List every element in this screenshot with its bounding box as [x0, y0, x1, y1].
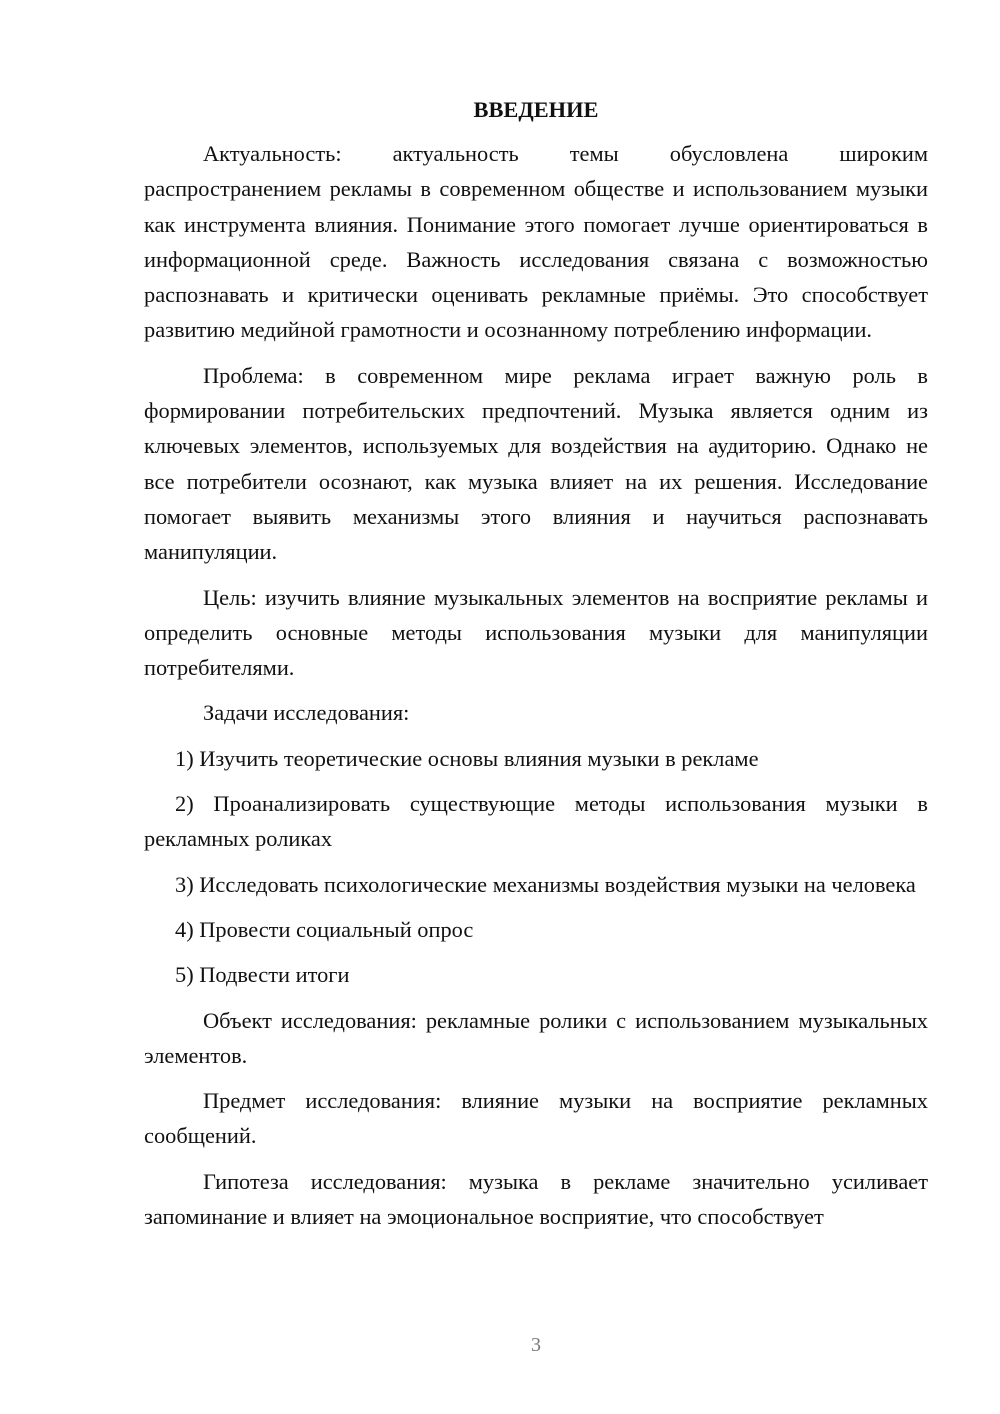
- task-item-3: 3) Исследовать психологические механизмы воздействия музыки на человека: [175, 871, 916, 897]
- page-content: [144, 92, 928, 1244]
- paragraph-goal: Цель: изучить влияние музыкальных элементов на восприятие рекламы и определить основные методы использования музыки для манипуляции потребителями.: [144, 584, 928, 681]
- page-number: 3: [531, 1334, 541, 1356]
- task-item-1: 1) Изучить теоретические основы влияния музыки в рекламе: [175, 745, 759, 771]
- paragraph-problem: Проблема: в современном мире реклама играет важную роль в формировании потребительских предпочтений. Музыка является одним из ключевых элементов, используемых для воздействия на аудиторию. Однако не все потребители осознают, как музыка влияет на их решения. Исследование помогает выявить механизмы этого влияния и научиться распознавать манипуляции.: [144, 362, 928, 565]
- tasks-heading: Задачи исследования:: [203, 700, 410, 726]
- task-item-2: 2) Проанализировать существующие методы использования музыки в рекламных роликах: [144, 791, 928, 852]
- paragraph-object: Объект исследования: рекламные ролики с использованием музыкальных элементов.: [144, 1007, 928, 1068]
- paragraph-hypothesis: Гипотеза исследования: музыка в рекламе значительно усиливает запоминание и влияет на эмоциональное восприятие, что способствует: [144, 1168, 928, 1230]
- paragraph-relevance: Актуальность: актуальность темы обусловлена широким распространением рекламы в современном обществе и использованием музыки как инструмента влияния. Понимание этого помогает лучше ориентироваться в информационной среде. Важность исследования связана с возможностью распознавать и критически оценивать рекламные приёмы. Это способствует развитию медийной грамотности и осознанному потреблению информации.: [144, 141, 928, 343]
- paragraph-subject: Предмет исследования: влияние музыки на восприятие рекламных сообщений.: [144, 1088, 928, 1149]
- section-title: ВВЕДЕНИЕ: [473, 97, 599, 122]
- task-item-5: 5) Подвести итоги: [175, 962, 350, 988]
- task-item-4: 4) Провести социальный опрос: [175, 916, 474, 942]
